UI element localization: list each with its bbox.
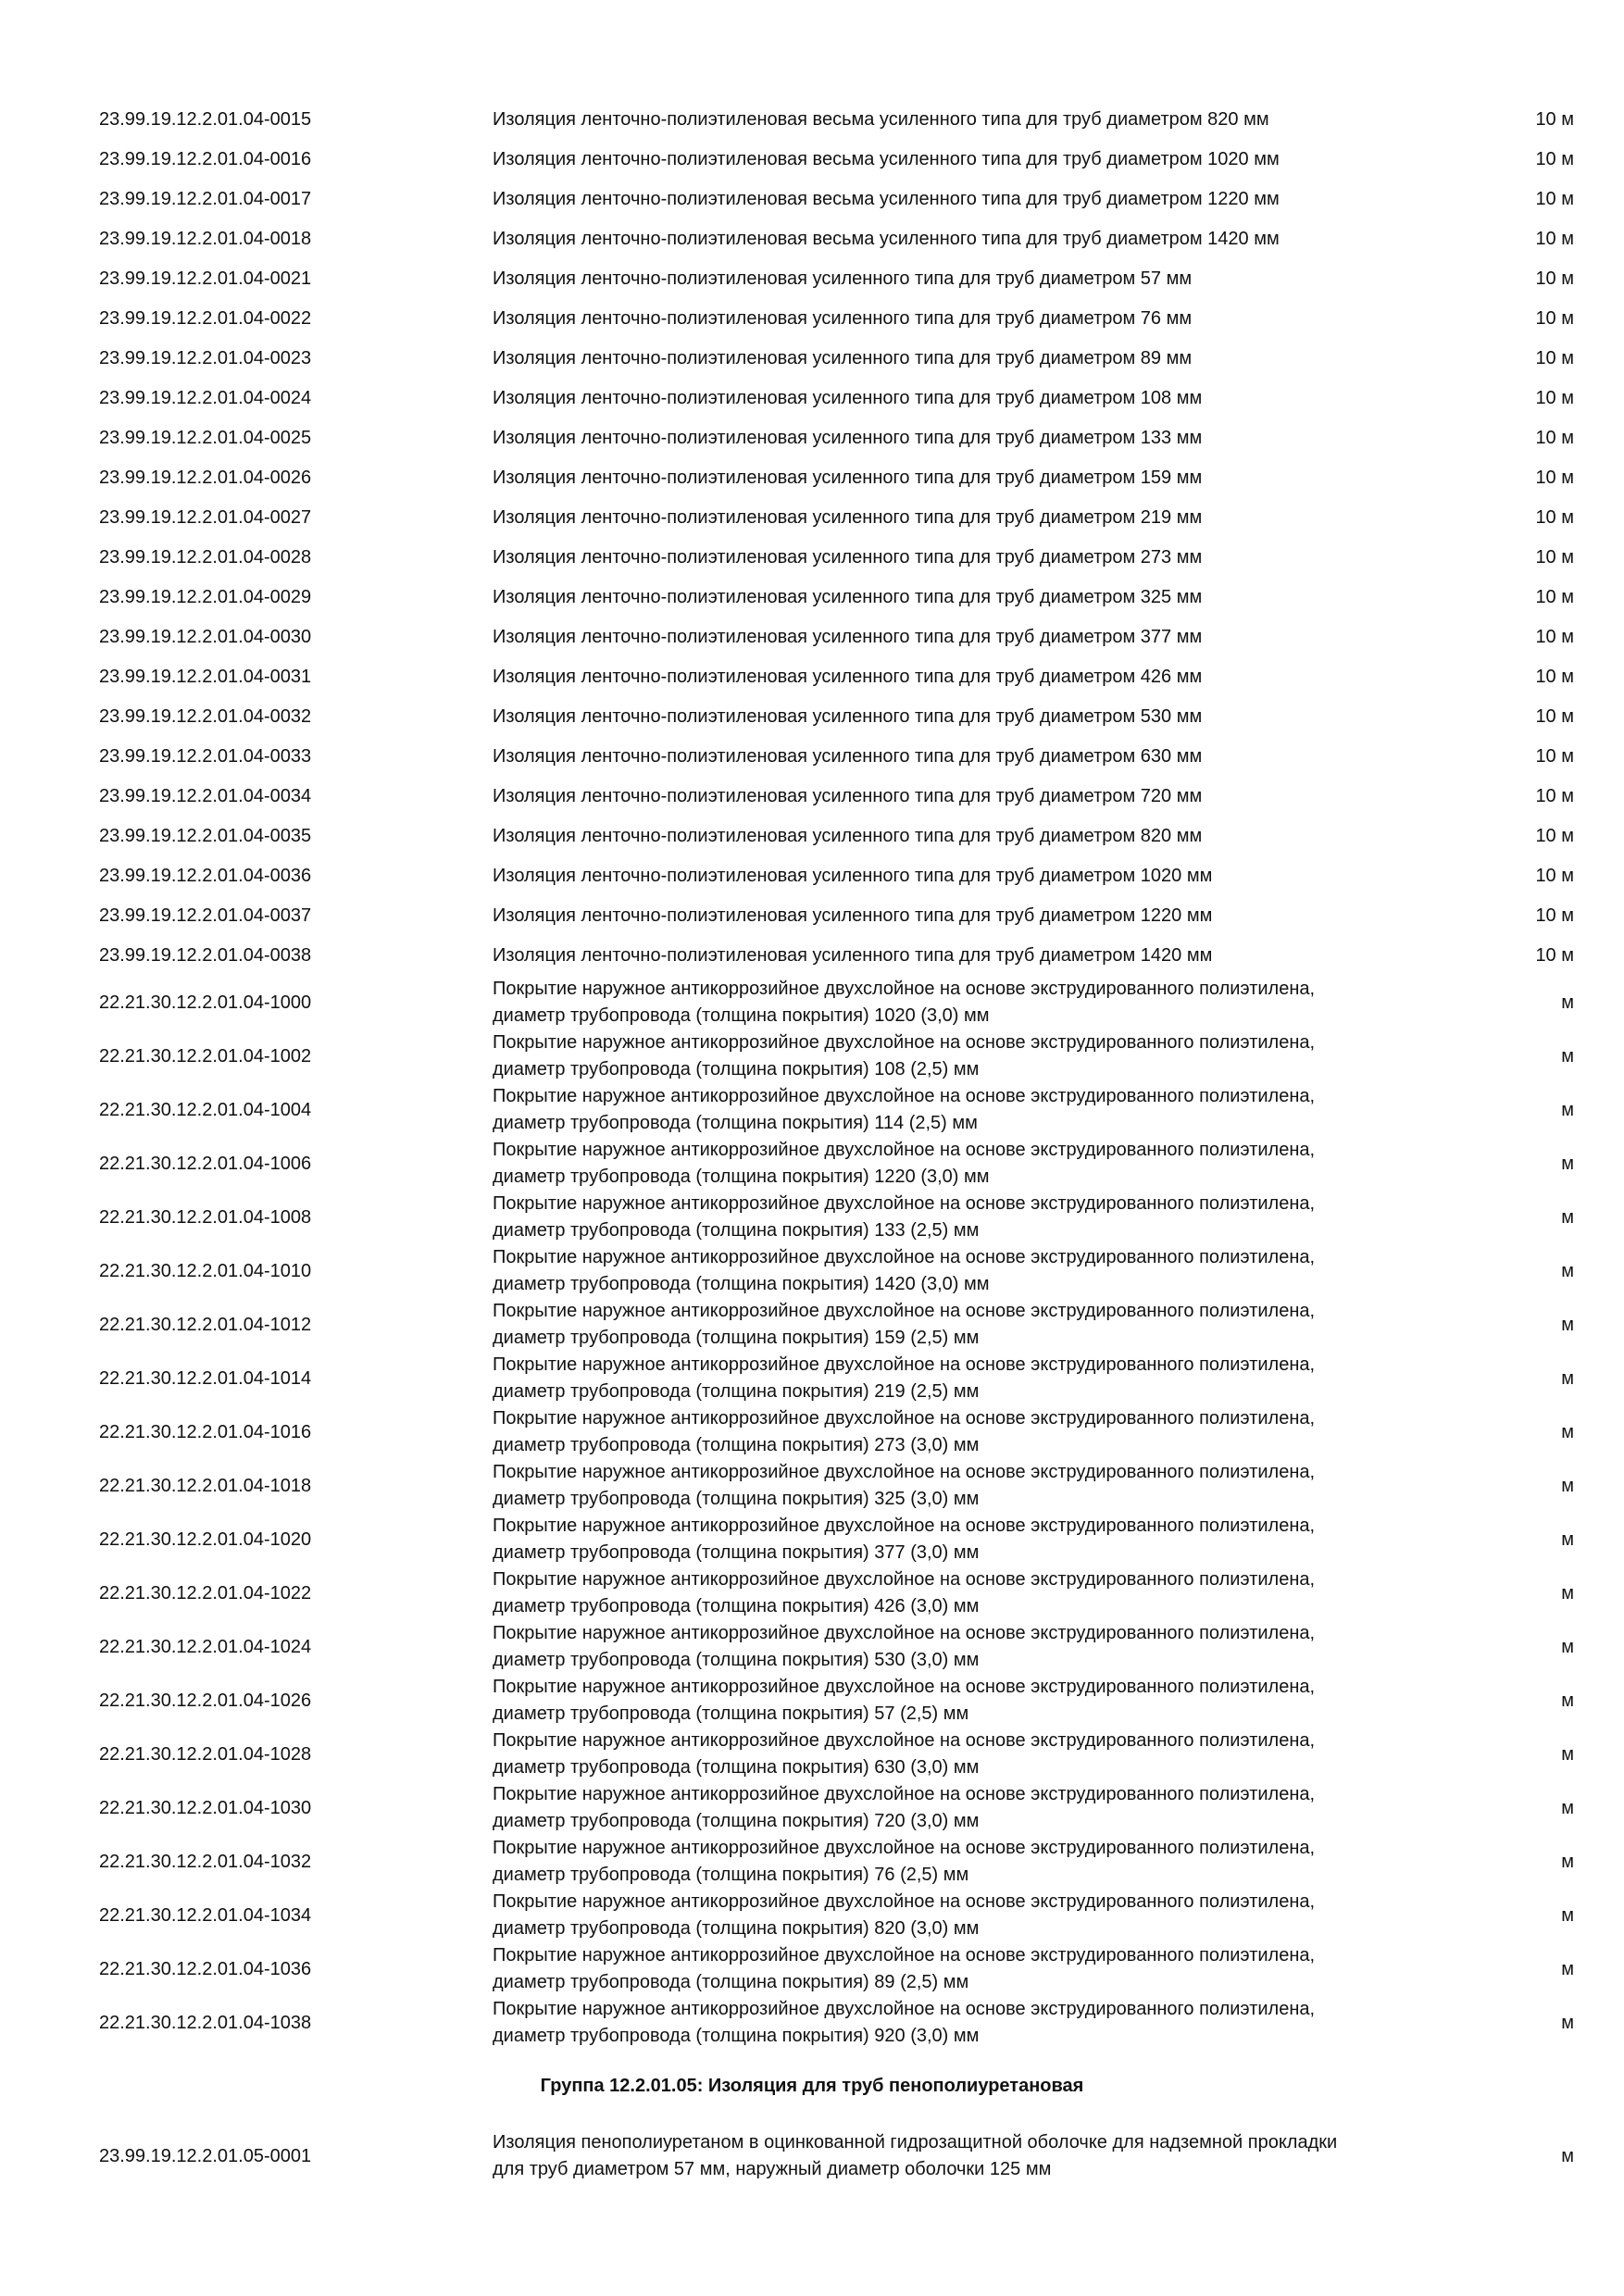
row-code: 22.21.30.12.2.01.04-1012 (99, 1315, 312, 1335)
row-code: 23.99.19.12.2.01.04-0035 (99, 826, 312, 846)
row-description: Изоляция ленточно-полиэтиленовая усиленного типа для труб диаметром 89 мм (493, 348, 1193, 368)
row-unit: м (1561, 1422, 1574, 1442)
row-description-line-2: диаметр трубопровода (толщина покрытия) 219 (2,5) мм (493, 1381, 980, 1402)
row-description: Изоляция ленточно-полиэтиленовая усиленного типа для труб диаметром 159 мм (493, 468, 1203, 488)
row-description-line-1: Покрытие наружное антикоррозийное двухслойное на основе экструдированного полиэтилена, (493, 1032, 1316, 1053)
row-description-line-2: диаметр трубопровода (толщина покрытия) 57 (2,5) мм (493, 1703, 969, 1724)
table-row (0, 538, 1624, 578)
row-description-line-1: Покрытие наружное антикоррозийное двухслойное на основе экструдированного полиэтилена, (493, 1999, 1316, 2019)
row-unit: м (1561, 2013, 1574, 2033)
row-code: 23.99.19.12.2.01.04-0025 (99, 428, 312, 448)
table-row (0, 1083, 1624, 1137)
row-description-line-2: диаметр трубопровода (толщина покрытия) 114 (2,5) мм (493, 1113, 978, 1133)
row-code: 23.99.19.12.2.01.04-0017 (99, 189, 312, 209)
table-row (0, 578, 1624, 618)
row-description-line-2: диаметр трубопровода (толщина покрытия) 720 (3,0) мм (493, 1811, 980, 1831)
row-unit: м (1561, 1100, 1574, 1120)
table-row (0, 418, 1624, 458)
table-row (0, 1191, 1624, 1244)
table-row (0, 1029, 1624, 1083)
row-description-line-1: Покрытие наружное антикоррозийное двухслойное на основе экструдированного полиэтилена, (493, 1516, 1316, 1536)
row-description-line-2: диаметр трубопровода (толщина покрытия) 1020 (3,0) мм (493, 1005, 990, 1026)
row-unit: м (1561, 1315, 1574, 1335)
row-code: 22.21.30.12.2.01.04-1006 (99, 1154, 312, 1174)
row-code: 22.21.30.12.2.01.04-1002 (99, 1046, 312, 1067)
row-description (493, 1835, 1493, 1889)
row-code: 22.21.30.12.2.01.04-1016 (99, 1422, 312, 1442)
table-row (0, 1889, 1624, 1942)
row-code: 22.21.30.12.2.01.04-1004 (99, 1100, 312, 1120)
table-row (0, 1244, 1624, 1298)
row-description-line-2: диаметр трубопровода (толщина покрытия) 89 (2,5) мм (493, 1972, 969, 1992)
row-unit: 10 м (1535, 627, 1574, 647)
row-unit: 10 м (1535, 428, 1574, 448)
row-unit: м (1561, 992, 1574, 1013)
row-unit: 10 м (1535, 547, 1574, 568)
group-heading: Группа 12.2.01.05: Изоляция для труб пенополиуретановая (540, 2076, 1084, 2096)
table-row (0, 856, 1624, 896)
table-row (0, 2129, 1624, 2183)
row-description: Изоляция ленточно-полиэтиленовая усиленного типа для труб диаметром 1420 мм (493, 945, 1213, 966)
row-unit: м (1561, 1744, 1574, 1765)
row-unit: м (1561, 1207, 1574, 1228)
table-row (0, 657, 1624, 697)
table-row (0, 936, 1624, 976)
row-description-line-1: Покрытие наружное антикоррозийное двухслойное на основе экструдированного полиэтилена, (493, 1730, 1316, 1751)
row-code: 22.21.30.12.2.01.04-1020 (99, 1529, 312, 1550)
row-description-line-1: Покрытие наружное антикоррозийное двухслойное на основе экструдированного полиэтилена, (493, 1677, 1316, 1697)
table-row (0, 1674, 1624, 1728)
row-description (493, 1244, 1493, 1298)
row-code: 22.21.30.12.2.01.04-1030 (99, 1798, 312, 1818)
row-description (493, 1298, 1493, 1352)
row-code: 22.21.30.12.2.01.04-1018 (99, 1476, 312, 1496)
table-row (0, 299, 1624, 339)
row-code: 23.99.19.12.2.01.04-0037 (99, 905, 312, 926)
row-description-line-2: диаметр трубопровода (толщина покрытия) 1220 (3,0) мм (493, 1167, 990, 1187)
row-description-line-1: Покрытие наружное антикоррозийное двухслойное на основе экструдированного полиэтилена, (493, 979, 1316, 999)
row-description-line-2: диаметр трубопровода (толщина покрытия) 530 (3,0) мм (493, 1650, 980, 1670)
table-row (0, 737, 1624, 777)
row-description (493, 1674, 1493, 1728)
row-description-line-1: Покрытие наружное антикоррозийное двухслойное на основе экструдированного полиэтилена, (493, 1784, 1316, 1804)
row-unit: 10 м (1535, 189, 1574, 209)
row-code: 22.21.30.12.2.01.04-1024 (99, 1637, 312, 1657)
row-description-line-2: диаметр трубопровода (толщина покрытия) 325 (3,0) мм (493, 1489, 980, 1509)
row-unit: 10 м (1535, 268, 1574, 289)
row-description: Изоляция ленточно-полиэтиленовая усиленного типа для труб диаметром 57 мм (493, 268, 1193, 289)
row-description: Изоляция ленточно-полиэтиленовая усиленного типа для труб диаметром 377 мм (493, 627, 1203, 647)
row-description-line-2: диаметр трубопровода (толщина покрытия) 377 (3,0) мм (493, 1542, 980, 1563)
row-unit: 10 м (1535, 706, 1574, 727)
row-description-line-1: Покрытие наружное антикоррозийное двухслойное на основе экструдированного полиэтилена, (493, 1247, 1316, 1267)
row-description: Изоляция ленточно-полиэтиленовая усиленного типа для труб диаметром 219 мм (493, 507, 1203, 528)
row-description (493, 1405, 1493, 1459)
row-unit: м (1561, 1529, 1574, 1550)
row-description: Изоляция ленточно-полиэтиленовая усиленного типа для труб диаметром 720 мм (493, 786, 1203, 806)
row-description (493, 1137, 1493, 1191)
row-description-line-1: Покрытие наружное антикоррозийное двухслойное на основе экструдированного полиэтилена, (493, 1569, 1316, 1590)
row-description (493, 1029, 1493, 1083)
table-row (0, 259, 1624, 299)
row-code: 22.21.30.12.2.01.04-1032 (99, 1852, 312, 1872)
row-description: Изоляция ленточно-полиэтиленовая усиленного типа для труб диаметром 273 мм (493, 547, 1203, 568)
row-description-line-1: Покрытие наружное антикоррозийное двухслойное на основе экструдированного полиэтилена, (493, 1408, 1316, 1429)
table-row (0, 140, 1624, 180)
row-description-line-1: Покрытие наружное антикоррозийное двухслойное на основе экструдированного полиэтилена, (493, 1301, 1316, 1321)
row-unit: м (1561, 1905, 1574, 1926)
row-code: 23.99.19.12.2.01.05-0001 (99, 2146, 312, 2166)
row-description-line-2: диаметр трубопровода (толщина покрытия) 273 (3,0) мм (493, 1435, 980, 1455)
row-code: 23.99.19.12.2.01.04-0021 (99, 268, 312, 289)
row-description (493, 2129, 1493, 2183)
table-row (0, 219, 1624, 259)
table-row (0, 100, 1624, 140)
row-code: 22.21.30.12.2.01.04-1008 (99, 1207, 312, 1228)
row-description (493, 1942, 1493, 1996)
row-description-line-1: Покрытие наружное антикоррозийное двухслойное на основе экструдированного полиэтилена, (493, 1193, 1316, 1214)
table-row (0, 1405, 1624, 1459)
row-unit: м (1561, 1637, 1574, 1657)
row-description (493, 1191, 1493, 1244)
row-description: Изоляция ленточно-полиэтиленовая усиленного типа для труб диаметром 820 мм (493, 826, 1203, 846)
row-unit: м (1561, 1691, 1574, 1711)
row-unit: 10 м (1535, 746, 1574, 767)
row-code: 23.99.19.12.2.01.04-0027 (99, 507, 312, 528)
row-code: 23.99.19.12.2.01.04-0033 (99, 746, 312, 767)
row-code: 22.21.30.12.2.01.04-1038 (99, 2013, 312, 2033)
row-description (493, 1620, 1493, 1674)
row-description: Изоляция ленточно-полиэтиленовая усиленного типа для труб диаметром 530 мм (493, 706, 1203, 727)
row-code: 23.99.19.12.2.01.04-0038 (99, 945, 312, 966)
row-description-line-1: Покрытие наружное антикоррозийное двухслойное на основе экструдированного полиэтилена, (493, 1140, 1316, 1160)
row-description: Изоляция ленточно-полиэтиленовая усиленного типа для труб диаметром 426 мм (493, 667, 1203, 687)
row-unit: 10 м (1535, 866, 1574, 886)
row-description: Изоляция ленточно-полиэтиленовая усиленного типа для труб диаметром 325 мм (493, 587, 1203, 607)
table-row (0, 976, 1624, 1029)
row-description-line-1: Покрытие наружное антикоррозийное двухслойное на основе экструдированного полиэтилена, (493, 1086, 1316, 1106)
row-description (493, 1352, 1493, 1405)
row-code: 23.99.19.12.2.01.04-0030 (99, 627, 312, 647)
row-code: 23.99.19.12.2.01.04-0018 (99, 229, 312, 249)
row-description (493, 1889, 1493, 1942)
row-description-line-2: диаметр трубопровода (толщина покрытия) 159 (2,5) мм (493, 1328, 980, 1348)
row-code: 23.99.19.12.2.01.04-0028 (99, 547, 312, 568)
row-description-line-1: Покрытие наружное антикоррозийное двухслойное на основе экструдированного полиэтилена, (493, 1623, 1316, 1643)
table-row (0, 339, 1624, 379)
table-row (0, 1942, 1624, 1996)
row-unit: м (1561, 2146, 1574, 2166)
row-unit: 10 м (1535, 507, 1574, 528)
row-unit: 10 м (1535, 826, 1574, 846)
table-row (0, 618, 1624, 657)
table-row (0, 1781, 1624, 1835)
table-row (0, 1620, 1624, 1674)
table-row (0, 458, 1624, 498)
row-description: Изоляция ленточно-полиэтиленовая весьма усиленного типа для труб диаметром 820 мм (493, 109, 1269, 130)
row-description: Изоляция ленточно-полиэтиленовая усиленного типа для труб диаметром 630 мм (493, 746, 1203, 767)
row-code: 23.99.19.12.2.01.04-0022 (99, 308, 312, 329)
row-code: 23.99.19.12.2.01.04-0024 (99, 388, 312, 408)
row-description-line-1: Покрытие наружное антикоррозийное двухслойное на основе экструдированного полиэтилена, (493, 1891, 1316, 1912)
table-row (0, 498, 1624, 538)
table-row (0, 1137, 1624, 1191)
row-description: Изоляция ленточно-полиэтиленовая весьма усиленного типа для труб диаметром 1220 мм (493, 189, 1280, 209)
row-description-line-1: Покрытие наружное антикоррозийное двухслойное на основе экструдированного полиэтилена, (493, 1462, 1316, 1482)
row-description: Изоляция ленточно-полиэтиленовая усиленного типа для труб диаметром 1020 мм (493, 866, 1213, 886)
table-row (0, 1996, 1624, 2050)
row-description-line-2: диаметр трубопровода (толщина покрытия) 920 (3,0) мм (493, 2026, 980, 2046)
row-description-line-2: диаметр трубопровода (толщина покрытия) 820 (3,0) мм (493, 1918, 980, 1939)
row-description (493, 1566, 1493, 1620)
row-description-line-1: Изоляция пенополиуретаном в оцинкованной гидрозащитной оболочке для надземной прокладки (493, 2132, 1338, 2152)
row-unit: 10 м (1535, 109, 1574, 130)
table-row (0, 697, 1624, 737)
row-code: 22.21.30.12.2.01.04-1036 (99, 1959, 312, 1979)
row-unit: м (1561, 1959, 1574, 1979)
row-code: 22.21.30.12.2.01.04-1010 (99, 1261, 312, 1281)
row-code: 23.99.19.12.2.01.04-0034 (99, 786, 312, 806)
row-unit: м (1561, 1583, 1574, 1603)
row-code: 23.99.19.12.2.01.04-0029 (99, 587, 312, 607)
row-code: 23.99.19.12.2.01.04-0015 (99, 109, 312, 130)
row-unit: м (1561, 1368, 1574, 1389)
row-unit: 10 м (1535, 149, 1574, 169)
row-description-line-1: Покрытие наружное антикоррозийное двухслойное на основе экструдированного полиэтилена, (493, 1354, 1316, 1375)
row-code: 22.21.30.12.2.01.04-1000 (99, 992, 312, 1013)
row-code: 23.99.19.12.2.01.04-0023 (99, 348, 312, 368)
table-row (0, 1513, 1624, 1566)
row-description: Изоляция ленточно-полиэтиленовая усиленного типа для труб диаметром 76 мм (493, 308, 1193, 329)
row-unit: 10 м (1535, 587, 1574, 607)
table-row (0, 1352, 1624, 1405)
row-unit: 10 м (1535, 348, 1574, 368)
row-unit: 10 м (1535, 945, 1574, 966)
row-unit: м (1561, 1798, 1574, 1818)
row-code: 22.21.30.12.2.01.04-1026 (99, 1691, 312, 1711)
row-description (493, 1728, 1493, 1781)
row-description-line-2: диаметр трубопровода (толщина покрытия) 76 (2,5) мм (493, 1865, 969, 1885)
row-description: Изоляция ленточно-полиэтиленовая весьма усиленного типа для труб диаметром 1020 мм (493, 149, 1280, 169)
table-row (0, 777, 1624, 817)
row-code: 23.99.19.12.2.01.04-0026 (99, 468, 312, 488)
row-description: Изоляция ленточно-полиэтиленовая усиленного типа для труб диаметром 1220 мм (493, 905, 1213, 926)
table-row (0, 1298, 1624, 1352)
row-unit: 10 м (1535, 667, 1574, 687)
row-description (493, 1996, 1493, 2050)
row-description (493, 976, 1493, 1029)
row-description-line-2: для труб диаметром 57 мм, наружный диаметр оболочки 125 мм (493, 2159, 1052, 2179)
row-description-line-2: диаметр трубопровода (толщина покрытия) 630 (3,0) мм (493, 1757, 980, 1778)
row-unit: м (1561, 1261, 1574, 1281)
row-code: 23.99.19.12.2.01.04-0016 (99, 149, 312, 169)
row-unit: 10 м (1535, 308, 1574, 329)
row-code: 22.21.30.12.2.01.04-1022 (99, 1583, 312, 1603)
row-description (493, 1459, 1493, 1513)
row-description-line-1: Покрытие наружное антикоррозийное двухслойное на основе экструдированного полиэтилена, (493, 1838, 1316, 1858)
row-description-line-2: диаметр трубопровода (толщина покрытия) 1420 (3,0) мм (493, 1274, 990, 1294)
row-code: 23.99.19.12.2.01.04-0031 (99, 667, 312, 687)
row-description: Изоляция ленточно-полиэтиленовая усиленного типа для труб диаметром 108 мм (493, 388, 1203, 408)
row-unit: 10 м (1535, 229, 1574, 249)
row-unit: м (1561, 1852, 1574, 1872)
table-row (0, 180, 1624, 219)
row-unit: 10 м (1535, 905, 1574, 926)
table-row (0, 379, 1624, 418)
row-unit: 10 м (1535, 388, 1574, 408)
table-row (0, 1459, 1624, 1513)
row-description: Изоляция ленточно-полиэтиленовая усиленного типа для труб диаметром 133 мм (493, 428, 1203, 448)
row-unit: м (1561, 1154, 1574, 1174)
row-description (493, 1513, 1493, 1566)
row-description-line-1: Покрытие наружное антикоррозийное двухслойное на основе экструдированного полиэтилена, (493, 1945, 1316, 1965)
row-description (493, 1083, 1493, 1137)
row-unit: 10 м (1535, 786, 1574, 806)
row-code: 22.21.30.12.2.01.04-1034 (99, 1905, 312, 1926)
row-unit: 10 м (1535, 468, 1574, 488)
row-code: 22.21.30.12.2.01.04-1014 (99, 1368, 312, 1389)
row-code: 22.21.30.12.2.01.04-1028 (99, 1744, 312, 1765)
table-row (0, 896, 1624, 936)
table-row (0, 1728, 1624, 1781)
row-code: 23.99.19.12.2.01.04-0036 (99, 866, 312, 886)
table-row (0, 1566, 1624, 1620)
row-description-line-2: диаметр трубопровода (толщина покрытия) 426 (3,0) мм (493, 1596, 980, 1616)
row-unit: м (1561, 1046, 1574, 1067)
row-description-line-2: диаметр трубопровода (толщина покрытия) 133 (2,5) мм (493, 1220, 980, 1241)
row-description: Изоляция ленточно-полиэтиленовая весьма усиленного типа для труб диаметром 1420 мм (493, 229, 1280, 249)
table-row (0, 817, 1624, 856)
row-description-line-2: диаметр трубопровода (толщина покрытия) 108 (2,5) мм (493, 1059, 980, 1079)
row-description (493, 1781, 1493, 1835)
row-code: 23.99.19.12.2.01.04-0032 (99, 706, 312, 727)
table-row (0, 1835, 1624, 1889)
row-unit: м (1561, 1476, 1574, 1496)
